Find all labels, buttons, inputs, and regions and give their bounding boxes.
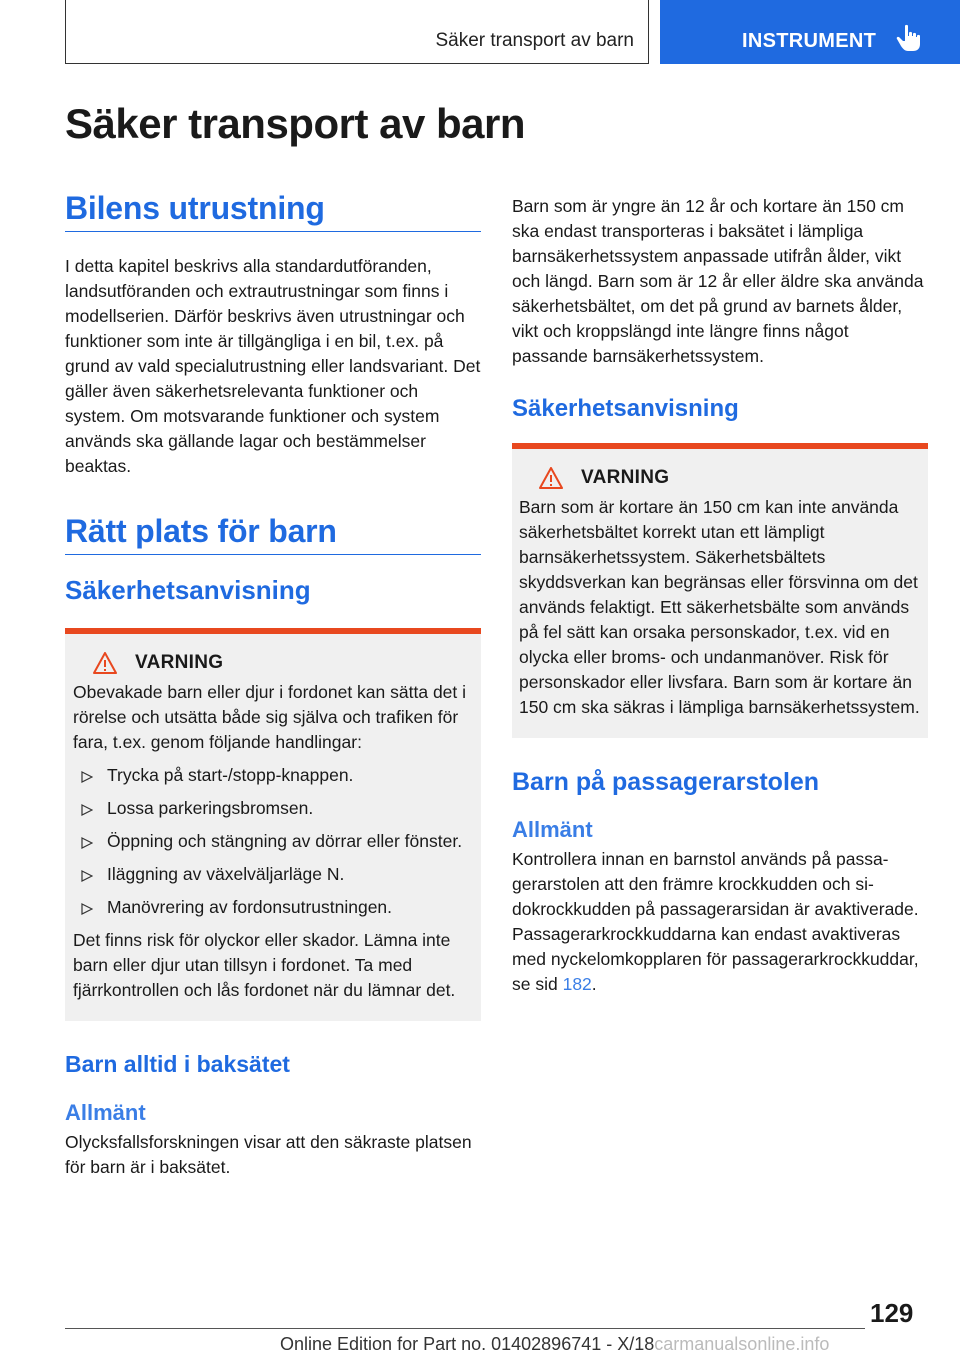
header-chapter-box — [65, 0, 649, 64]
paragraph-child-height: Barn som är yngre än 12 år och kortare än 150 cm ska endast transporteras i baksätet i lämpliga barnsäkerhetssystem anpassade utifrån ålder, vikt och längd. Barn som är 12 år eller äldre ska använda säkerhetsbältet, om det på grund av barnets ålder, vikt och kroppslängd inte längre finns något passande barnsäkerhetssystem. — [512, 196, 924, 366]
heading-vehicle-equipment: Bilens utrustning — [65, 190, 481, 232]
triangle-bullet-icon — [81, 903, 93, 915]
warning-triangle-icon — [93, 652, 117, 674]
warning-text: Barn som är kortare än 150 cm kan inte använda säkerhetsbältet korrekt utan ett lämpligt barnsäkerhetssystem. Säkerhetsbältets skyddsverkan kan begränsas eller försvinna om det används felaktigt. Ett säkerhetsbälte som används på fel sätt kan orsaka personskador, t.ex. vid en olycka eller broms- och undanmanöver. Risk för personskador eller livsfara. Barn som är kortare än 150 cm ska säkras i lämpliga barnsäkerhetssystem. — [519, 497, 920, 717]
warning-box-right — [512, 443, 928, 738]
list-item-text: Öppning och stängning av dörrar eller fönster. — [107, 831, 463, 851]
heading-safety-note-right: Säkerhetsanvisning — [512, 395, 739, 422]
heading-correct-place: Rätt plats för barn — [65, 513, 481, 555]
warning-label: VARNING — [135, 652, 224, 673]
paragraph-vehicle-equipment: I detta kapitel beskrivs alla standardutföranden, landsutföranden och extrautrustningar som finns i modellserien. Därför beskrivs även utrustningar och funktioner som inte är tillgängliga i en bil, t.ex. på grund av vald specialutrustning eller landsvariant. Det gäller även säkerhetsrelevanta funktioner och system. Om motsvarande funktioner och system används ska gällande lagar och bestämmelser beaktas. — [65, 256, 481, 476]
heading-general-left: Allmänt — [65, 1100, 146, 1125]
list-item — [73, 895, 473, 920]
heading-safety-note-left: Säkerhetsanvisning — [65, 575, 311, 605]
paragraph-passenger-text: Kontrollera innan en barnstol används på passagerarstolen att den främre krockkudden och sidokrockkudden på passagerarsidan är avaktiverade. Passagerarkrockkuddarna kan endast avaktiveras med nyckelomkopplaren för passagerarkrockkuddar, se sid — [512, 849, 919, 994]
triangle-bullet-icon — [81, 804, 93, 816]
right-column — [512, 194, 928, 997]
edition-text: Online Edition for Part no. 01402896741 - X/18 — [280, 1334, 655, 1354]
page-title: Säker transport av barn — [65, 100, 526, 147]
list-item — [73, 829, 473, 854]
section-tab-instrument[interactable] — [660, 0, 960, 64]
warning-outro: Det finns risk för olyckor eller skador. Lämna inte barn eller djur utan tillsyn i fordonet. Ta med fjärrkontrollen och lås fordonet när du lämnar det. — [73, 930, 456, 1000]
page-number: 129 — [870, 1298, 914, 1328]
footer-divider — [65, 1328, 865, 1329]
left-column — [65, 190, 481, 1180]
triangle-bullet-icon — [81, 771, 93, 783]
heading-child-passenger-seat: Barn på passagerarstolen — [512, 768, 820, 796]
warning-header — [93, 652, 473, 674]
warning-list — [73, 763, 473, 920]
list-item-text: Manövrering av fordonsutrustningen. — [107, 897, 393, 917]
warning-box-left — [65, 628, 481, 1021]
heading-general-right: Allmänt — [512, 817, 593, 842]
list-item — [73, 796, 473, 821]
paragraph-back-seat: Olycksfallsforskningen visar att den säkraste platsen för barn är i baksätet. — [65, 1132, 472, 1177]
heading-child-back-seat: Barn alltid i baksätet — [65, 1051, 290, 1077]
list-item-text: Lossa parkeringsbromsen. — [107, 798, 314, 818]
warning-header — [539, 467, 920, 489]
list-item-text: Trycka på start-/stopp-knappen. — [107, 765, 354, 785]
watermark-text: carmanualsonline.info — [654, 1334, 830, 1354]
hand-pointer-icon — [896, 24, 922, 52]
footer-edition — [280, 1334, 829, 1355]
triangle-bullet-icon — [81, 837, 93, 849]
warning-label: VARNING — [581, 467, 670, 488]
paragraph-passenger-seat — [512, 847, 928, 997]
section-tab-label: INSTRUMENT — [742, 30, 877, 52]
list-item — [73, 763, 473, 788]
list-item-text: Iläggning av växelväljarläge N. — [107, 864, 345, 884]
page-reference-link[interactable]: 182 — [562, 974, 592, 994]
list-item — [73, 862, 473, 887]
triangle-bullet-icon — [81, 870, 93, 882]
warning-intro: Obevakade barn eller djur i fordonet kan sätta det i rörelse och utsätta både sig själva och trafiken för fara, t.ex. genom följande handlingar: — [73, 682, 467, 752]
warning-triangle-icon — [539, 467, 563, 489]
chapter-title: Säker transport av barn — [435, 30, 634, 51]
period: . — [591, 974, 597, 994]
